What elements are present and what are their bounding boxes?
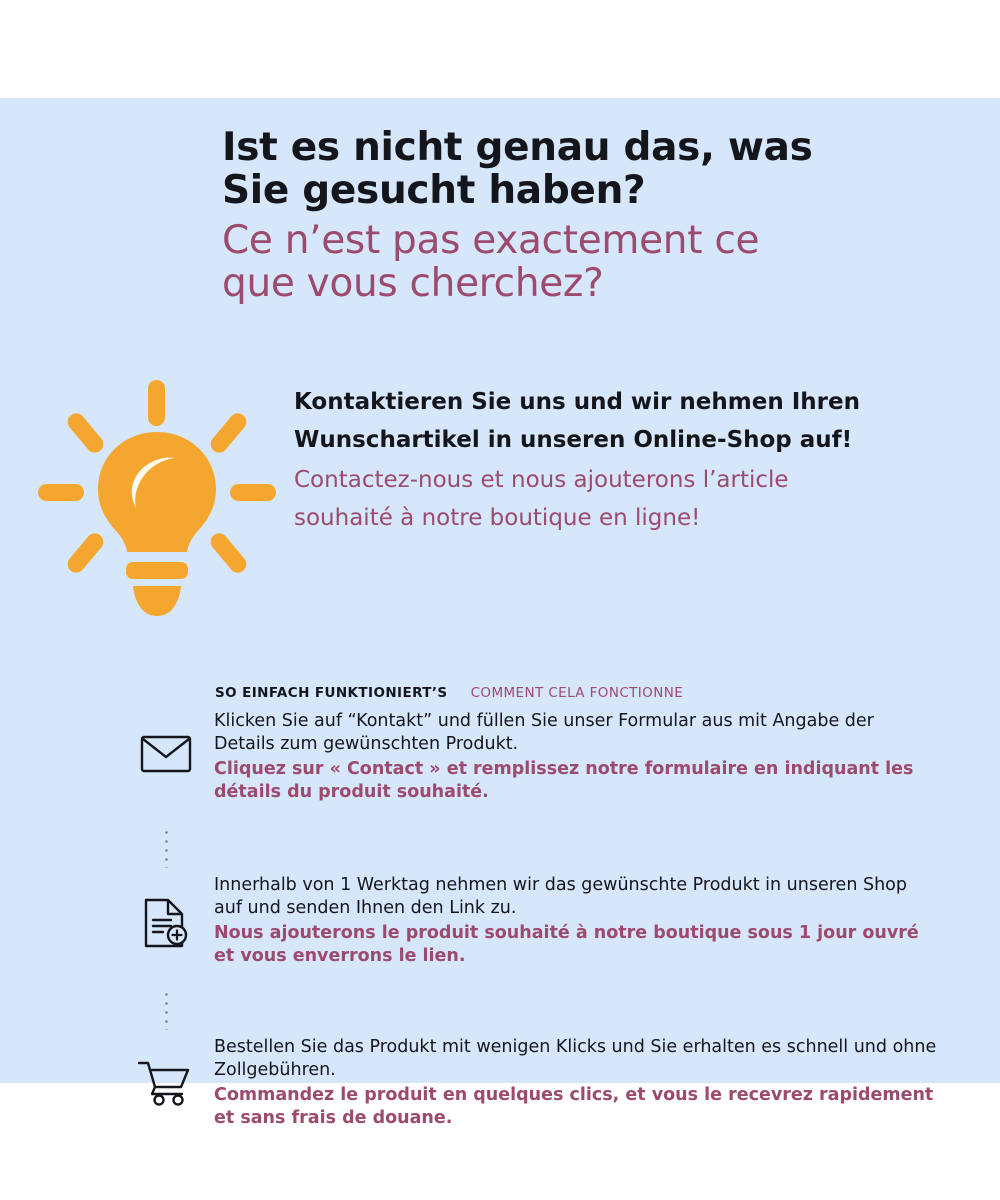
shopping-cart-icon bbox=[118, 1034, 214, 1106]
step-text-german: Innerhalb von 1 Werktag nehmen wir das gewünschte Produkt in unseren Shop auf und senden Ihnen den Link zu. bbox=[214, 875, 907, 919]
step-text-french: Nous ajouterons le produit souhaité à notre boutique sous 1 jour ouvré et vous enverrons le lien. bbox=[214, 922, 919, 966]
intro-block bbox=[294, 384, 894, 538]
intro-french: Contactez-nous et nous ajouterons l’article souhaité à notre boutique en ligne! bbox=[294, 466, 789, 531]
step-text-french: Cliquez sur « Contact » et remplissez notre formulaire en indiquant les détails du produit souhaité. bbox=[214, 758, 914, 802]
lightbulb-icon bbox=[38, 380, 276, 630]
steps-heading-german: SO EINFACH FUNKTIONIERT’S bbox=[215, 685, 448, 701]
headline-french-line-1: Ce n’est pas exactement ce bbox=[222, 217, 760, 263]
step-text-french: Commandez le produit en quelques clics, et vous le recevrez rapidement et sans frais de douane. bbox=[214, 1084, 934, 1128]
step-connector bbox=[118, 824, 214, 872]
steps-heading-french: COMMENT CELA FONCTIONNE bbox=[470, 685, 684, 701]
headline-french-line-2: que vous cherchez? bbox=[222, 260, 604, 306]
intro-german: Kontaktieren Sie uns und wir nehmen Ihren Wunschartikel in unseren Online-Shop auf! bbox=[294, 389, 860, 453]
step-text-german: Bestellen Sie das Produkt mit wenigen Klicks und Sie erhalten es schnell und ohne Zollgebühren. bbox=[214, 1037, 937, 1081]
headline-french bbox=[222, 219, 922, 306]
steps-heading bbox=[215, 682, 683, 701]
envelope-icon bbox=[118, 708, 214, 774]
step-item bbox=[118, 708, 938, 804]
step-text-german: Klicken Sie auf “Kontakt” und füllen Sie unser Formular aus mit Angabe der Details zum gewünschten Produkt. bbox=[214, 711, 874, 755]
headline-german-line-2: Sie gesucht haben? bbox=[222, 168, 646, 214]
step-item bbox=[118, 872, 938, 968]
headline-block bbox=[222, 126, 922, 305]
headline-german-line-1: Ist es nicht genau das, was bbox=[222, 125, 813, 170]
steps-list bbox=[118, 708, 938, 1130]
step-item bbox=[118, 1034, 938, 1130]
step-connector bbox=[118, 986, 214, 1034]
step-text bbox=[214, 872, 938, 968]
headline-german bbox=[222, 126, 922, 213]
document-add-icon bbox=[118, 872, 214, 948]
step-text bbox=[214, 708, 938, 804]
step-text bbox=[214, 1034, 938, 1130]
